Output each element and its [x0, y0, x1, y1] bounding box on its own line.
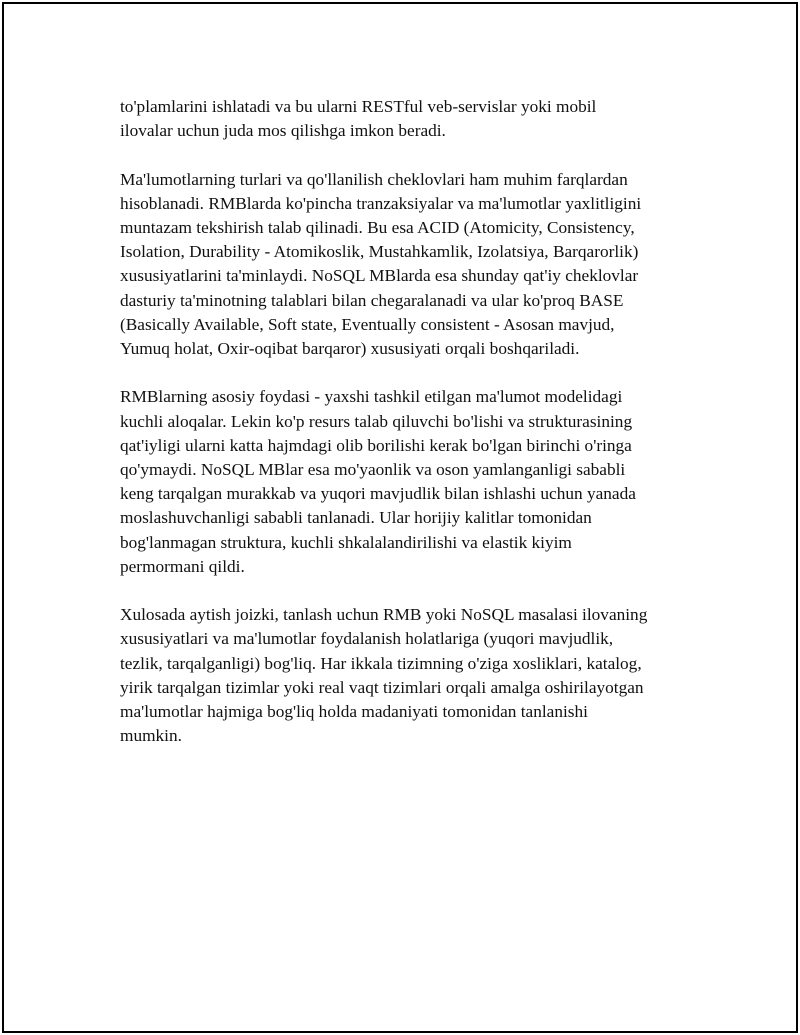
text-line: RMBlarning asosiy foydasi - yaxshi tashkil etilgan ma'lumot modelidagi: [120, 387, 623, 407]
text-line: to'plamlarini ishlatadi va bu ularni RESTful veb-servislar yoki mobil: [120, 97, 597, 116]
text-line: yirik tarqalgan tizimlar yoki real vaqt tizimlari orqali amalga oshirilayotgan: [120, 677, 644, 697]
text-line: dasturiy ta'minotning talablari bilan chegaralanadi va ular ko'proq BASE: [120, 290, 624, 310]
text-line: bog'lanmagan struktura, kuchli shkalalandirilishi va elastik kiyim: [120, 532, 572, 552]
text-line: Yumuq holat, Oxir-oqibat barqaror) xususiyati orqali boshqariladi.: [120, 339, 580, 359]
text-line: (Basically Available, Soft state, Eventually consistent - Asosan mavjud,: [120, 314, 615, 334]
text-line: ilovalar uchun juda mos qilishga imkon beradi.: [120, 121, 446, 141]
text-line: keng tarqalgan murakkab va yuqori mavjudlik bilan ishlashi uchun yanada: [120, 484, 636, 504]
paragraph-1: [120, 95, 710, 143]
text-line: kuchli aloqalar. Lekin ko'p resurs talab qiluvchi bo'lishi va strukturasining: [120, 411, 633, 431]
text-line: qo'ymaydi. NoSQL MBlar esa mo'yaonlik va oson yamlanganligi sababli: [120, 460, 626, 480]
text-line: Xulosada aytish joizki, tanlash uchun RMB yoki NoSQL masalasi ilovaning: [120, 605, 648, 625]
text-line: hisoblanadi. RMBlarda ko'pincha tranzaksiyalar va ma'lumotlar yaxlitligini: [120, 193, 642, 213]
text-line: muntazam tekshirish talab qilinadi. Bu esa ACID (Atomicity, Consistency,: [120, 218, 635, 237]
text-line: ma'lumotlar hajmiga bog'liq holda madaniyati tomonidan tanlanishi: [120, 702, 588, 722]
text-line: tezlik, tarqalganligi) bog'liq. Har ikkala tizimning o'ziga xosliklari, katalog,: [120, 653, 642, 673]
text-line: Isolation, Durability - Atomikoslik, Mustahkamlik, Izolatsiya, Barqarorlik): [120, 242, 639, 262]
text-line: permormani qildi.: [120, 556, 245, 576]
document-body: [120, 95, 710, 773]
text-line: mumkin.: [120, 726, 182, 746]
text-line: moslashuvchanligi sababli tanlanadi. Ular horijiy kalitlar tomonidan: [120, 508, 592, 528]
text-line: xususiyatlarini ta'minlaydi. NoSQL MBlarda esa shunday qat'iy cheklovlar: [120, 266, 639, 286]
text-line: qat'iyligi ularni katta hajmdagi olib borilishi kerak bo'lgan birinchi o'ringa: [120, 435, 632, 455]
text-line: Ma'lumotlarning turlari va qo'llanilish cheklovlari ham muhim farqlardan: [120, 169, 628, 189]
text-line: xususiyatlari va ma'lumotlar foydalanish holatlariga (yuqori mavjudlik,: [120, 629, 614, 649]
paragraph-2: [120, 168, 710, 362]
paragraph-3: [120, 385, 710, 579]
document-page: [2, 2, 798, 1033]
paragraph-4: [120, 603, 710, 748]
